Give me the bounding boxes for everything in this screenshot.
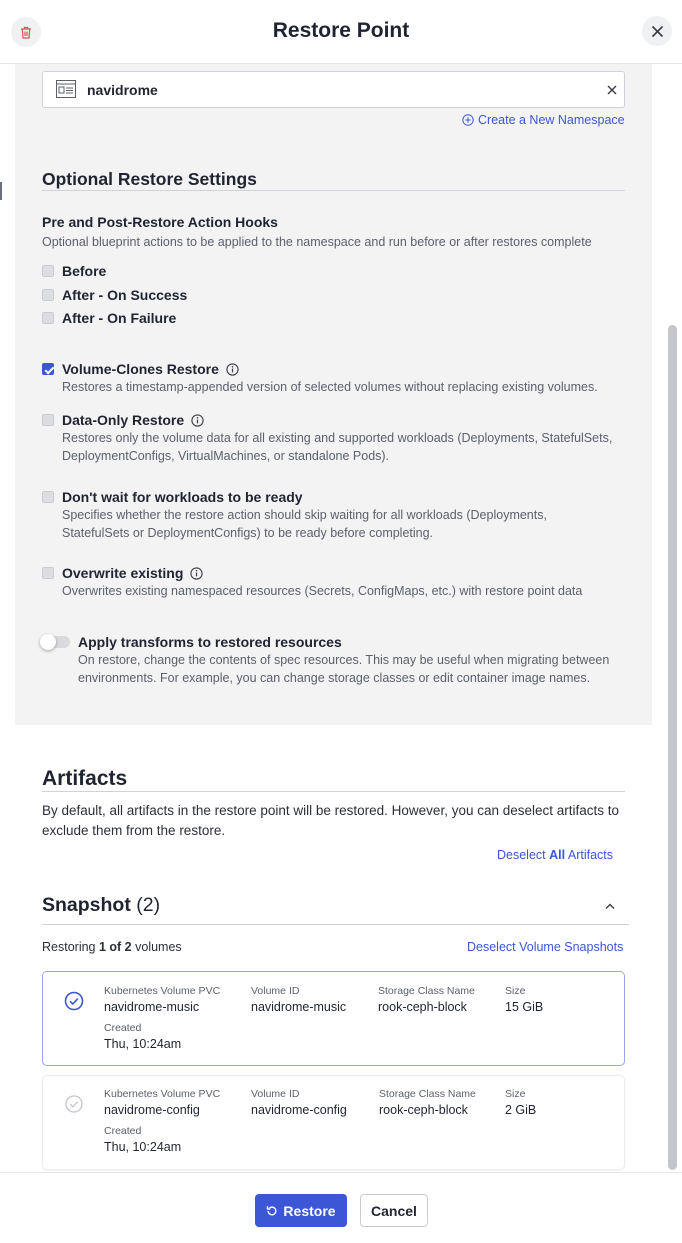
pvc-key: Kubernetes Volume PVC: [104, 985, 221, 997]
volume-card[interactable]: [42, 1075, 625, 1170]
before-label: Before: [62, 263, 107, 279]
volume-id-value: navidrome-music: [251, 1000, 347, 1014]
cancel-button[interactable]: Cancel: [360, 1194, 428, 1227]
volume-id-key: Volume ID: [251, 985, 300, 997]
pvc-field: [104, 985, 220, 1014]
info-icon[interactable]: [226, 363, 239, 376]
pvc-value: navidrome-config: [104, 1103, 200, 1117]
before-checkbox[interactable]: [42, 265, 54, 277]
after-failure-checkbox[interactable]: [42, 312, 54, 324]
restore-label: Restore: [283, 1202, 336, 1219]
dont-wait-checkbox[interactable]: [42, 491, 54, 503]
create-namespace-label: Create a New Namespace: [478, 113, 625, 127]
volume-id-field: [251, 1088, 347, 1117]
dialog-header: [0, 0, 682, 64]
chevron-up-icon[interactable]: [604, 902, 616, 910]
deselect-all-suffix: Artifacts: [565, 848, 614, 862]
size-field: [505, 1088, 536, 1117]
data-only-description: Restores only the volume data for all existing and supported workloads (Deployments, StatefulSets, DeploymentConfigs, VirtualMachines, or standalone Pods).: [62, 431, 613, 463]
dialog-footer: [0, 1172, 682, 1243]
overwrite-label: Overwrite existing: [62, 565, 184, 581]
created-key: Created: [104, 1125, 142, 1137]
divider: [42, 190, 625, 191]
transforms-label: Apply transforms to restored resources: [78, 634, 342, 650]
after-success-label: After - On Success: [62, 287, 188, 303]
divider: [42, 791, 625, 792]
storage-class-value: rook-ceph-block: [378, 1000, 467, 1014]
volume-clones-description: Restores a timestamp-appended version of selected volumes without replacing existing volumes.: [62, 380, 598, 394]
volume-id-value: navidrome-config: [251, 1103, 347, 1117]
hooks-description: Optional blueprint actions to be applied to the namespace and run before or after restores complete: [42, 235, 592, 249]
close-button[interactable]: [642, 16, 672, 46]
overwrite-description: Overwrites existing namespaced resources (Secrets, ConfigMaps, etc.) with restore point data: [62, 584, 583, 598]
size-value: 15 GiB: [505, 1000, 544, 1014]
restore-icon: [266, 1205, 278, 1217]
deselect-all-prefix: Deselect: [497, 848, 550, 862]
snapshot-title: [42, 894, 160, 917]
volume-card[interactable]: [42, 971, 625, 1066]
size-key: Size: [505, 1088, 526, 1100]
namespace-icon: [56, 80, 76, 98]
create-namespace-link[interactable]: [462, 113, 625, 127]
overwrite-checkbox[interactable]: [42, 567, 54, 579]
storage-class-field: [379, 1088, 476, 1117]
created-field: [104, 1022, 181, 1051]
dialog-body[interactable]: [0, 64, 682, 1172]
restoring-suffix: volumes: [131, 940, 182, 954]
volume-id-key: Volume ID: [251, 1088, 300, 1100]
pvc-value: navidrome-music: [104, 1000, 200, 1014]
data-only-option: [62, 412, 204, 428]
restoring-count: 1 of 2: [98, 940, 132, 954]
created-value: Thu, 10:24am: [104, 1140, 182, 1154]
dont-wait-description: Specifies whether the restore action should skip waiting for all workloads (Deployments, StatefulSets or DeploymentConfigs) to be ready before completing.: [62, 508, 547, 540]
volume-clones-option: [62, 361, 239, 377]
restore-button[interactable]: [255, 1194, 347, 1227]
toggle-knob: [40, 634, 56, 650]
snapshot-count: (2): [136, 894, 161, 916]
after-failure-label: After - On Failure: [62, 310, 177, 326]
after-success-checkbox[interactable]: [42, 289, 54, 301]
info-icon[interactable]: [190, 567, 203, 580]
data-only-checkbox[interactable]: [42, 414, 54, 426]
check-circle-icon[interactable]: [64, 1094, 84, 1114]
storage-class-value: rook-ceph-block: [379, 1103, 468, 1117]
plus-circle-icon: [462, 114, 474, 126]
created-field: [104, 1125, 181, 1154]
overwrite-option: [62, 565, 203, 581]
volume-clones-label: Volume-Clones Restore: [62, 361, 219, 377]
storage-class-field: [378, 985, 475, 1014]
volume-clones-checkbox[interactable]: [42, 363, 54, 375]
deselect-volume-snapshots-link[interactable]: Deselect Volume Snapshots: [467, 940, 624, 954]
namespace-select[interactable]: [42, 71, 625, 108]
namespace-input[interactable]: [87, 82, 567, 98]
artifacts-description: By default, all artifacts in the restore point will be restored. However, you can deselect artifacts to exclude them from the restore.: [42, 803, 620, 838]
page-title: Restore Point: [272, 19, 410, 42]
artifacts-title: Artifacts: [42, 767, 128, 790]
data-only-label: Data-Only Restore: [62, 412, 185, 428]
transforms-description: On restore, change the contents of spec resources. This may be useful when migrating between environments. For example, you can change storage classes or edit container image names.: [78, 653, 610, 685]
pvc-field: [104, 1088, 220, 1117]
created-key: Created: [104, 1022, 142, 1034]
storage-class-key: Storage Class Name: [379, 1088, 476, 1100]
clear-icon[interactable]: [605, 83, 619, 97]
deselect-all-bold: All: [549, 848, 566, 862]
size-key: Size: [505, 985, 526, 997]
restoring-summary: [42, 940, 182, 954]
optional-settings-title: Optional Restore Settings: [42, 169, 257, 189]
info-icon[interactable]: [191, 414, 204, 427]
check-circle-icon[interactable]: [64, 991, 84, 1011]
volume-id-field: [251, 985, 346, 1014]
restoring-prefix: Restoring: [42, 940, 99, 954]
transforms-toggle[interactable]: [41, 636, 70, 648]
close-icon: [651, 25, 664, 38]
pvc-key: Kubernetes Volume PVC: [104, 1088, 221, 1100]
divider: [42, 924, 629, 925]
scrollbar-thumb[interactable]: [668, 325, 677, 1170]
hooks-title: Pre and Post-Restore Action Hooks: [42, 214, 278, 230]
created-value: Thu, 10:24am: [104, 1037, 182, 1051]
size-value: 2 GiB: [505, 1103, 537, 1117]
storage-class-key: Storage Class Name: [378, 985, 475, 997]
snapshot-title-text: Snapshot: [42, 894, 131, 916]
scroll-marker: [0, 182, 2, 200]
dont-wait-label: Don't wait for workloads to be ready: [62, 489, 303, 505]
deselect-all-artifacts-link[interactable]: [497, 848, 613, 862]
size-field: [505, 985, 543, 1014]
